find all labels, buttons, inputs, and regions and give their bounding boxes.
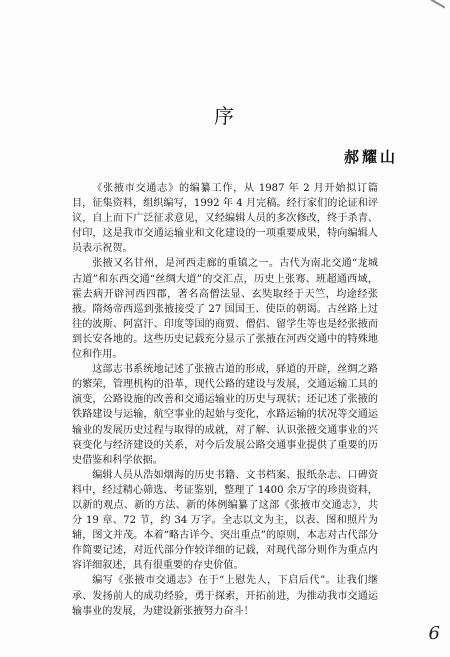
author-name: 郝耀山 (343, 148, 398, 166)
preface-body (72, 181, 378, 619)
handwritten-page-mark: 6 (428, 623, 440, 644)
paragraph-5: 编写《张掖市交通志》在于“上慰先人，下启后代”。让我们继承、发扬前人的成功经验，勇于探索，开拓前进，为推动我市交通运输事业的发展，为建设新张掖努力奋斗！ (72, 575, 378, 617)
paragraph-2: 张掖又名甘州，是河西走廊的重镇之一。古代为南北交通“龙城古道”和东西交通“丝绸大道”的交汇点，历史上张骞、班超通西域，霍去病开辟河西四郡，著名高僧法显、玄奘取经于天竺，均途经张掖。隋炀帝西巡到张掖接受了 27 国国王、使臣的朝谒。古丝路上过往的波斯、阿富汗、印度等国的商贾、僧侣、留学生等也是经张掖而到长安各地的。这些历史记载充分显示了张掖在河西交通中的特殊地位和作用。 (72, 258, 378, 361)
paragraph-3: 这部志书系统地记述了张掖古道的形成，驿道的开辟，丝绸之路的繁荣，管理机构的沿革，现代公路的建设与发展，交通运输工具的演变，公路设施的改善和交通运输业的历史与现状；还记述了张掖的铁路建设与运输，航空事业的起始与变化，水路运输的状况等交通运输业的发展历史过程与取得的成就，对了解、认识张掖交通事业的兴衰变化与经济建设的关系，对今后发展公路交通事业提供了重要的历史借鉴和科学依据。 (72, 364, 378, 466)
paragraph-1: 《张掖市交通志》的编纂工作，从 1987 年 2 月开始拟订篇目，征集资料，组织编写，1992 年 4 月完稿。经行家们的论证和评议，自上而下广泛征求意见，又经编辑人员的多次修改，终于杀青、付印，这是我市交通运输业和文化建设的一项重要成果，特向编辑人员表示祝贺。 (72, 183, 378, 255)
preface-title: 序 (214, 104, 236, 128)
paragraph-4: 编辑人员从浩如烟海的历史书籍、文书档案、报纸杂志、口碑资料中，经过精心筛选、考证鉴别，整理了 1400 余万字的珍贵资料，以新的观点、新的方法、新的体例编纂了这部《张掖市交通志》，共分 19 章、72 节，约 34 万字。全志以文为主，以表、图和照片为辅，图文并茂。本着“略古详今、突出重点”的原则，本志对古代部分作简要记述，对近代部分作较详细的记载，对现代部分则作为重点内容详细叙述，具有很重要的存史价值。 (72, 469, 378, 572)
scan-artifact (429, 0, 446, 8)
